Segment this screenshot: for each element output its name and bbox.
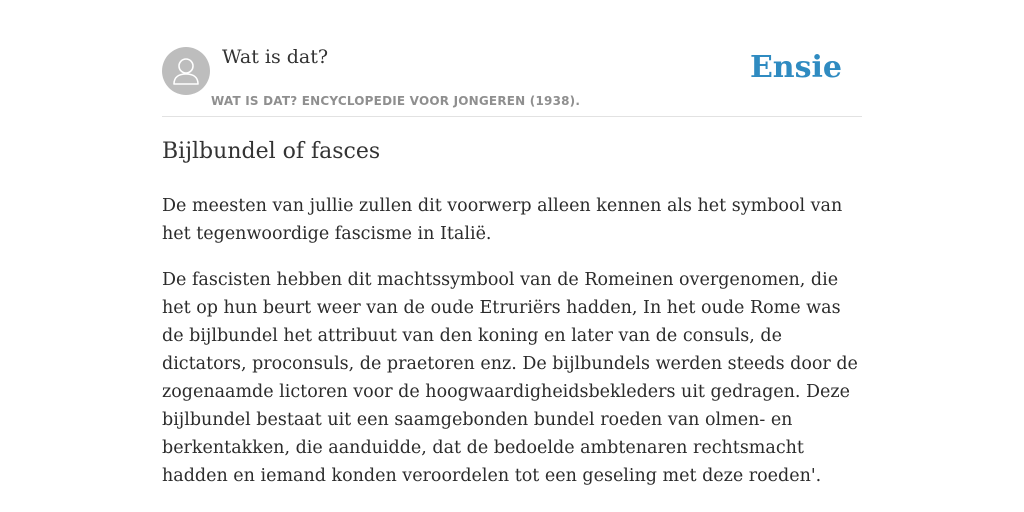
user-icon [162,47,210,95]
article-title: Bijlbundel of fasces [162,139,381,164]
article-header [162,44,862,117]
article-body [162,192,862,508]
brand-logo[interactable]: Ensie [749,50,842,85]
source-line[interactable]: WAT IS DAT? ENCYCLOPEDIE VOOR JONGEREN (1938). [211,94,581,108]
paragraph: De meesten van jullie zullen dit voorwerp alleen kennen als het symbool van het tegenwoordige fascisme in Italië. [162,196,843,244]
author-name[interactable]: Wat is dat? [222,46,329,68]
paragraph: De fascisten hebben dit machtssymbool van de Romeinen overgenomen, die het op hun beurt weer van de oude Etruriërs hadden, In het oude Rome was de bijlbundel het attribuut van den koning en later van de consuls, de dictators, proconsuls, de praetoren enz. De bijlbundels werden steeds door de zogenaamde lictoren voor de hoogwaardigheidsbekleders uit gedragen. Deze bijlbundel bestaat uit een saamgebonden bundel roeden van olmen- en berkentakken, die aanduidde, dat de bedoelde ambtenaren rechtsmacht hadden en iemand konden veroordelen tot een geseling met deze roeden'. [162,270,858,486]
avatar[interactable] [162,47,210,95]
